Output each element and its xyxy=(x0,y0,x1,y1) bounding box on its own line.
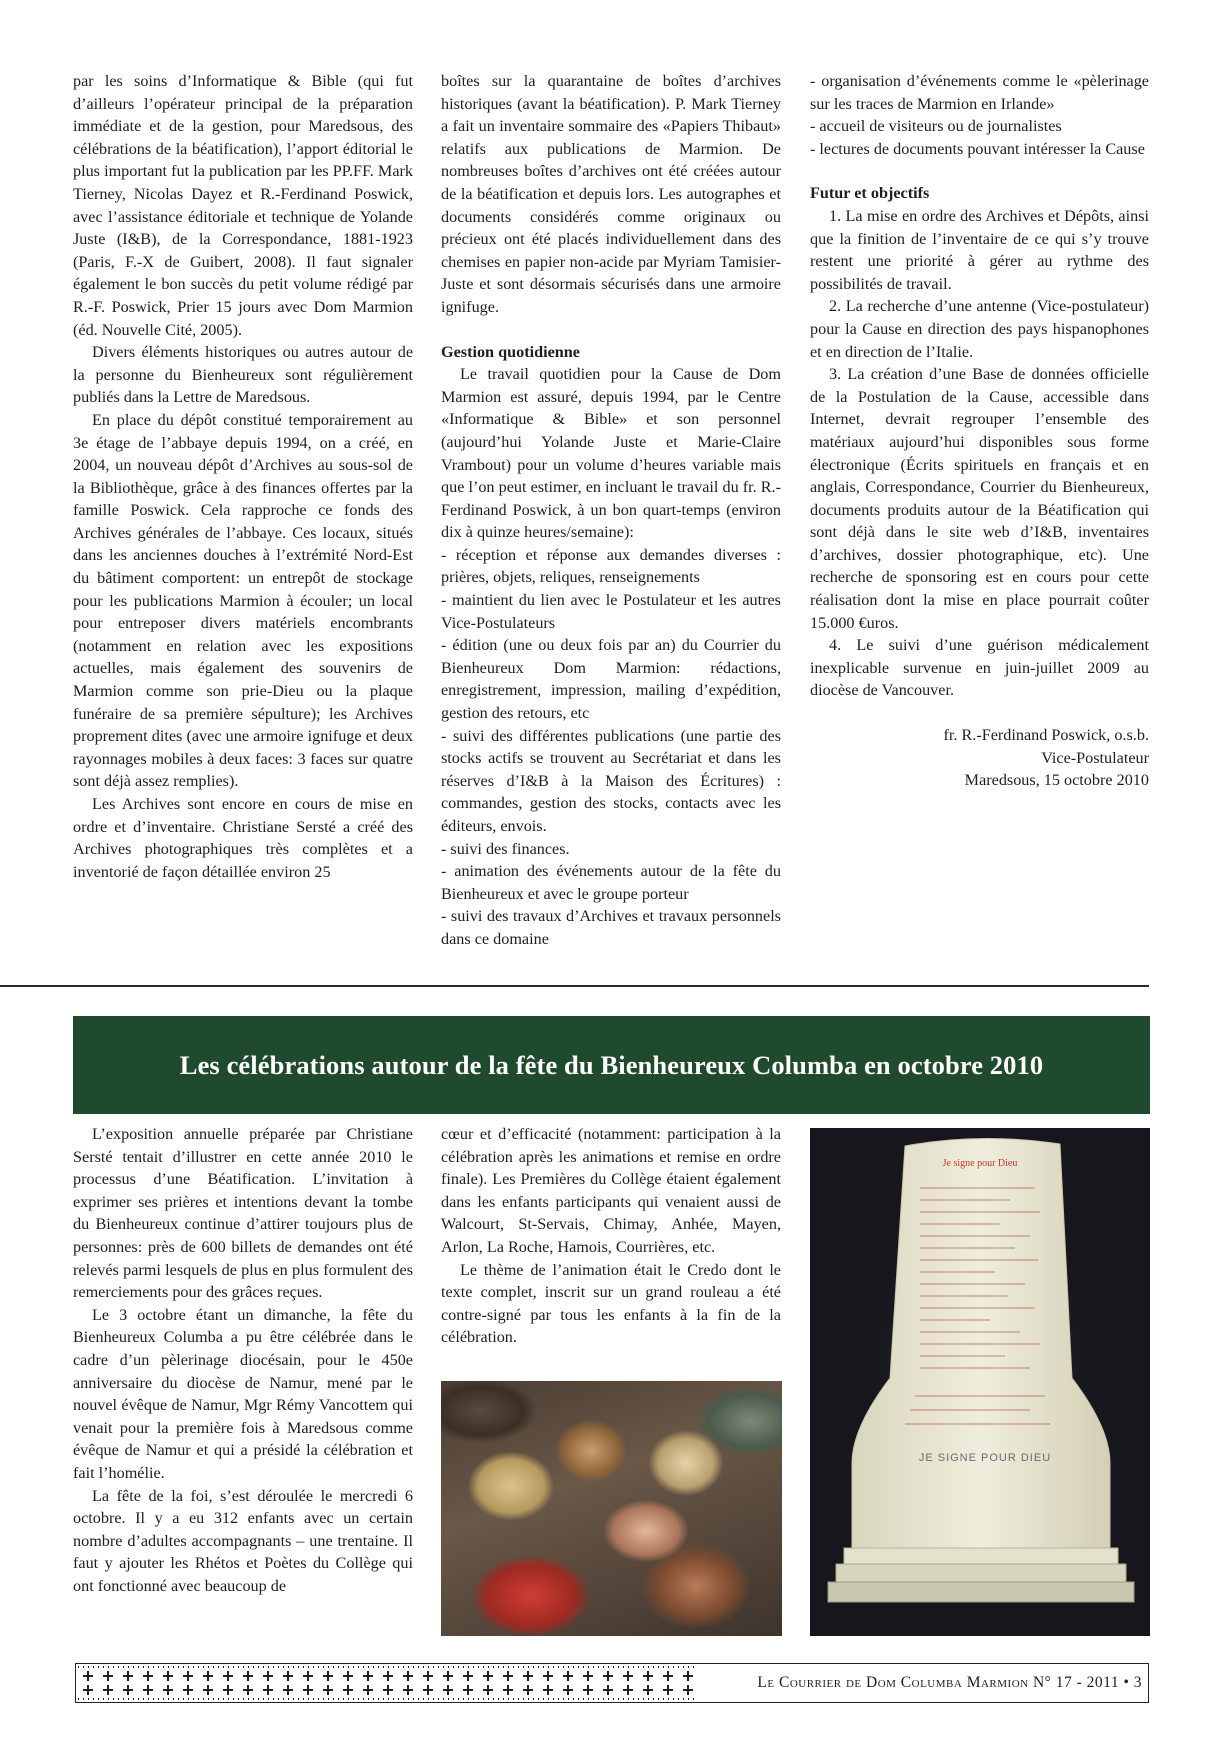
paragraph: Le 3 octobre étant un dimanche, la fête du Bienheureux Columba a pu être célébrée dans le cadre d’un pèlerinage diocésain, pour le 450e anniversaire du diocèse de Namur, mené par le nouvel évêque de Namur, Mgr Rémy Vancottem qui venait pour la première fois à Maredsous comme évêque de Namur et qui a présidé la célébration et fait l’homélie. xyxy=(73,1305,413,1482)
section-heading-gestion: Gestion quotidienne xyxy=(441,342,580,361)
credo-scroll-photo xyxy=(810,1128,1150,1636)
signature-name: fr. R.-Ferdinand Poswick, o.s.b. xyxy=(943,726,1149,745)
numbered-item: 3. La création d’une Base de données officielle de la Postulation de la Cause, accessible dans Internet, devrait regrouper l’ensemble des matériaux aujourd’hui disponibles sous forme électronique (Écrits spirituels en français et en anglais, Correspondance, Courrier du Bienheureux, documents produits autour de la Béatification qui sont déjà dans le site web d’I&B, inventaires d’archives, dossier photographique, etc). Une recherche de sponsoring est en cours pour cette réalisation dont la mise en place pourrait coûter 15.000 €uros. xyxy=(810,365,1149,632)
numbered-item: 2. La recherche d’une antenne (Vice-postulateur) pour la Cause en direction des pays hispanophones et en direction de l’Italie. xyxy=(810,297,1149,361)
signature-block xyxy=(810,724,1149,792)
list-item: - suivi des travaux d’Archives et travaux personnels dans ce domaine xyxy=(441,907,781,948)
scroll-illustration xyxy=(810,1128,1150,1636)
paragraph: cœur et d’efficacité (notamment: participation à la célébration après les animations et remise en ordre finale). Les Premières du Collège étaient également dans les enfants participants qui venaient aussi de Walcourt, St-Servais, Chimay, Anhée, Mayen, Arlon, La Roche, Hamois, Courrières, etc. xyxy=(441,1125,781,1256)
decorative-cross-band xyxy=(78,1666,698,1700)
list-item: - suivi des différentes publications (une partie des stocks actifs se trouvent au Secrétariat et dans les réserves d’I&B à la Maison des Écritures) : commandes, gestion des stocks, contacts avec les éditeurs, envois. xyxy=(441,726,781,835)
scroll-heading: Je signe pour Dieu xyxy=(942,1158,1018,1169)
celebration-column-2 xyxy=(441,1123,781,1349)
celebration-column-1 xyxy=(73,1123,413,1597)
paragraph: En place du dépôt constitué temporairement au 3e étage de l’abbaye depuis 1994, on a créé, en 2004, un nouveau dépôt d’Archives au sous-sol de la Bibliothèque, grâce à des finances offertes par la famille Poswick. Cela rapproche ce fonds des Archives générales de l’abbaye. Ces locaux, situés dans les anciennes douches à l’extrémité Nord-Est du bâtiment comportent: un entrepôt de stockage pour les publications Marmion à écouler; un local pour entreposer divers matériels encombrants (notamment en relation avec les expositions actuelles, mais également des souvenirs de Marmion comme son prie-Dieu ou la plaque funéraire de sa première sépulture); les Archives proprement dites (avec une armoire ignifuge et deux rayonnages mobiles à deux faces: 3 faces sur quatre sont déjà assez remplies). xyxy=(73,410,413,791)
banner-title: Les célébrations autour de la fête du Bienheureux Columba en octobre 2010 xyxy=(179,1049,1044,1080)
section-heading-futur: Futur et objectifs xyxy=(810,184,930,203)
paragraph: Le thème de l’animation était le Credo dont le texte complet, inscrit sur un grand rouleau a été contre-signé par tous les enfants à la fin de la célébration. xyxy=(441,1260,781,1347)
list-item: - accueil de visiteurs ou de journalistes xyxy=(810,117,1062,136)
paragraph: Le travail quotidien pour la Cause de Dom Marmion est assuré, depuis 1994, par le Centre «Informatique & Bible» et son personnel (aujourd’hui Yolande Juste et Marie-Claire Vrambout) pour un volume d’heures variable mais que l’on peut estimer, en incluant le travail du fr. R.-Ferdinand Poswick, à un bon quart-temps (environ dix à quinze heures/semaine): xyxy=(441,365,781,542)
paragraph: La fête de la foi, s’est déroulée le mercredi 6 octobre. Il y a eu 312 enfants avec un certain nombre d’adultes accompagnants – une trentaine. Il faut y ajouter les Rhétos et Poètes du Collège qui ont fonctionné avec beaucoup de xyxy=(73,1486,413,1595)
paragraph: Divers éléments historiques ou autres autour de la personne du Bienheureux sont régulièrement publiés dans la Lettre de Maredsous. xyxy=(73,343,413,407)
section-divider xyxy=(0,985,1149,987)
list-item: - édition (une ou deux fois par an) du Courrier du Bienheureux Dom Marmion: rédactions, enregistrement, impression, mailing d’expédition, gestion des retours, etc xyxy=(441,636,781,723)
section-banner xyxy=(73,1016,1150,1114)
list-item: - réception et réponse aux demandes diverses : prières, objets, reliques, renseignements xyxy=(441,545,781,587)
paragraph: L’exposition annuelle préparée par Christiane Sersté tentait d’illustrer en cette année 2010 le processus d’une Béatification. L’invitation à exprimer ses prières et intentions devant la tombe du Bienheureux continue d’attirer toujours plus de personnes: près de 600 billets de demandes ont été relevés parmi lesquels de plus en plus formulent des remerciements pour des grâces reçues. xyxy=(73,1125,413,1302)
list-item: - maintient du lien avec le Postulateur et les autres Vice-Postulateurs xyxy=(441,591,781,632)
paragraph: Les Archives sont encore en cours de mise en ordre et d’inventaire. Christiane Sersté a créé des Archives photographiques très complètes et a inventorié de façon détaillée environ 25 xyxy=(73,795,413,881)
signature-place-date: Maredsous, 15 octobre 2010 xyxy=(964,771,1149,790)
paragraph: par les soins d’Informatique & Bible (qui fut d’ailleurs l’opérateur principal de la préparation immédiate et de la gestion, pour Maredsous, des célébrations de la béatification), l’apport éditorial le plus important fut la publication par les PP.FF. Mark Tierney, Nicolas Dayez et R.-Ferdinand Poswick, avec l’assistance éditoriale et technique de Yolande Juste (I&B), de la Correspondance, 1881-1923 (Paris, F.-X de Guibert, 2008). Il faut signaler également le bon succès du petit volume rédigé par R.-F. Poswick, Prier 15 jours avec Dom Marmion (éd. Nouvelle Cité, 2005). xyxy=(73,72,413,339)
footer-publication-info: Le Courrier de Dom Columba Marmion N° 17 - 2011 • 3 xyxy=(757,1674,1142,1691)
numbered-item: 1. La mise en ordre des Archives et Dépôts, ainsi que la finition de l’inventaire de ce qui s’y trouve restent une priorité à gérer au rythme des possibilités de travail. xyxy=(810,206,1149,293)
signature-role: Vice-Postulateur xyxy=(1041,748,1149,767)
scroll-footer-text: JE SIGNE POUR DIEU xyxy=(918,1452,1052,1464)
list-item: - lectures de documents pouvant intéresser la Cause xyxy=(810,139,1145,158)
article-column-3 xyxy=(810,70,1149,792)
paragraph: boîtes sur la quarantaine de boîtes d’archives historiques (avant la béatification). P. Mark Tierney a fait un inventaire sommaire des «Papiers Thibaut» relatifs aux publications de Marmion. De nombreuses boîtes d’archives ont été créées autour de la béatification et depuis lors. Les autographes et documents considérés comme originaux ou précieux ont été placés individuellement dans des chemises en papier non-acide par Myriam Tamisier-Juste et sont désormais sécurisés dans une armoire ignifuge. xyxy=(441,72,781,316)
list-item: - animation des événements autour de la fête du Bienheureux et avec le groupe porteur xyxy=(441,862,781,903)
article-column-1 xyxy=(73,70,413,883)
page-footer xyxy=(75,1663,1149,1703)
numbered-item: 4. Le suivi d’une guérison médicalement inexplicable survenue en juin-juillet 2009 au diocèse de Vancouver. xyxy=(810,636,1149,700)
list-item: - organisation d’événements comme le «pèlerinage sur les traces de Marmion en Irlande» xyxy=(810,72,1149,113)
cross-pattern-icon xyxy=(78,1666,698,1700)
article-column-2 xyxy=(441,70,781,951)
list-item: - suivi des finances. xyxy=(441,839,570,858)
children-photo xyxy=(441,1381,782,1636)
